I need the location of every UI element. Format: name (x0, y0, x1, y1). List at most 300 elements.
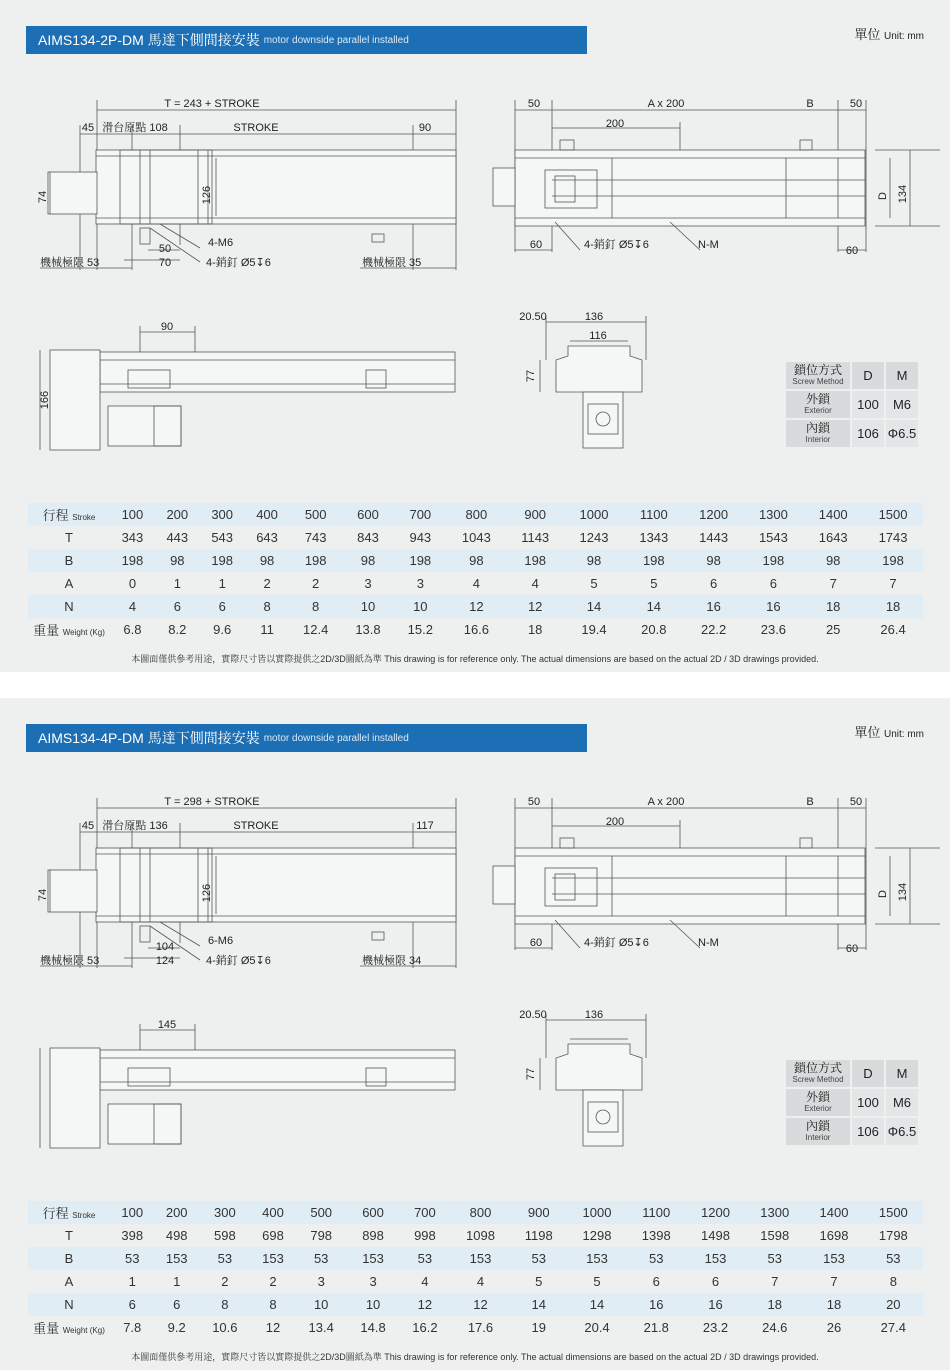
dim-side-50: 104 (155, 941, 175, 953)
limit-left: 機械極限 53 (40, 955, 100, 967)
sheet-divider (0, 672, 950, 698)
lock-exterior-en: Exterior (804, 405, 832, 415)
spec-cell: 400 (245, 503, 290, 526)
spec-cell: 700 (399, 1201, 451, 1224)
spec-cell: 14 (624, 595, 684, 618)
spec-cell: 198 (200, 549, 245, 572)
spec-cell: 3 (394, 572, 446, 595)
spec-row-header (28, 1224, 110, 1247)
spec-cell: 1 (155, 572, 200, 595)
spec-row-label: B (64, 1251, 74, 1266)
dim-end-116: 116 (589, 330, 607, 342)
spec-cell: 2 (199, 1270, 251, 1293)
spec-cell: 500 (295, 1201, 347, 1224)
spec-cell: 5 (624, 572, 684, 595)
spec-row (28, 1201, 923, 1224)
spec-cell: 743 (290, 526, 342, 549)
spec-cell: 1243 (564, 526, 624, 549)
spec-cell: 23.2 (686, 1316, 745, 1339)
spec-cell: 17.6 (451, 1316, 510, 1339)
spec-row-header (28, 1247, 110, 1270)
spec-cell: 21.8 (627, 1316, 686, 1339)
spec-cell: 1098 (451, 1224, 510, 1247)
dim-side-126: 126 (201, 185, 213, 205)
spec-cell: 10 (342, 595, 394, 618)
spec-row-label: 重量 (33, 1321, 60, 1336)
dim-end-136: 136 (584, 1009, 604, 1021)
spec-row (28, 1316, 923, 1339)
dim-top-134: 134 (897, 184, 909, 204)
spec-cell: 7 (804, 1270, 863, 1293)
spec-cell: 8.2 (155, 618, 200, 641)
lock-header-m: M (885, 361, 919, 390)
dim-side-70: 124 (155, 955, 175, 967)
spec-cell: 153 (567, 1247, 626, 1270)
spec-cell: 1100 (624, 503, 684, 526)
unit-en: Unit: mm (884, 729, 924, 740)
spec-cell: 11 (245, 618, 290, 641)
spec-cell: 19.4 (564, 618, 624, 641)
spec-cell: 7 (745, 1270, 804, 1293)
spec-cell: 1 (200, 572, 245, 595)
lower-side-view (40, 1024, 455, 1148)
spec-cell: 12 (399, 1293, 451, 1316)
spec-cell: 500 (290, 503, 342, 526)
spec-cell: 8 (864, 1270, 923, 1293)
spec-cell: 53 (295, 1247, 347, 1270)
spec-cell: 6 (200, 595, 245, 618)
spec-row-label: A (64, 576, 74, 591)
disclaimer-note: 本圖面僅供參考用途，實際尺寸皆以實際提供之2D/3D圖紙為準 This drawing is for reference only. The actual dimensions are based on the actual 2D / 3D drawings provided. (131, 1352, 819, 1362)
lock-row-interior (785, 1117, 851, 1146)
spec-cell: 19 (510, 1316, 567, 1339)
unit-cn: 單位 (854, 725, 881, 740)
spec-row-header (28, 1201, 110, 1224)
spec-cell: 153 (804, 1247, 863, 1270)
spec-cell: 1543 (744, 526, 804, 549)
spec-cell: 6 (155, 595, 200, 618)
spec-cell: 98 (245, 549, 290, 572)
spec-cell: 98 (684, 549, 744, 572)
spec-cell: 26 (804, 1316, 863, 1339)
spec-cell: 1100 (627, 1201, 686, 1224)
lock-exterior-cn: 外鎖 (805, 1089, 830, 1104)
spec-cell: 0 (110, 572, 155, 595)
spec-cell: 1 (154, 1270, 198, 1293)
spec-cell: 14.8 (347, 1316, 399, 1339)
spec-row-header (28, 1293, 110, 1316)
spec-cell: 498 (154, 1224, 198, 1247)
spec-cell: 10 (347, 1293, 399, 1316)
lock-header (785, 361, 851, 390)
spec-cell: 9.2 (154, 1316, 198, 1339)
lower-side-view (40, 326, 455, 450)
spec-cell: 98 (446, 549, 506, 572)
spec-cell: 3 (347, 1270, 399, 1293)
spec-cell: 998 (399, 1224, 451, 1247)
spec-row-label-en: Weight (Kg) (62, 628, 105, 637)
spec-cell: 643 (245, 526, 290, 549)
dim-top-60b: 60 (845, 245, 859, 257)
spec-cell: 8 (199, 1293, 251, 1316)
spec-cell: 16 (684, 595, 744, 618)
spec-cell: 1498 (686, 1224, 745, 1247)
spec-cell: 1400 (803, 503, 863, 526)
dim-side-50: 50 (158, 243, 172, 255)
lock-header (785, 1059, 851, 1088)
spec-row-label: N (64, 1297, 74, 1312)
spec-cell: 2 (245, 572, 290, 595)
spec-row-label: 重量 (33, 623, 60, 638)
spec-cell: 22.2 (684, 618, 744, 641)
spec-cell: 1143 (506, 526, 564, 549)
dim-side-45: 45 (81, 820, 95, 832)
spec-cell: 1000 (567, 1201, 626, 1224)
spec-row-label: 行程 (42, 1206, 69, 1221)
spec-cell: 4 (451, 1270, 510, 1293)
spec-row (28, 618, 923, 641)
spec-cell: 98 (155, 549, 200, 572)
spec-row-header (28, 618, 110, 641)
top-view (493, 100, 940, 252)
spec-cell: 543 (200, 526, 245, 549)
callout-m6: 4-M6 (208, 237, 234, 249)
spec-cell: 398 (110, 1224, 154, 1247)
dim-top-b: B (806, 796, 814, 808)
lock-header-en: Screw Method (792, 376, 844, 386)
lock-header-en: Screw Method (792, 1074, 844, 1084)
lock-row-exterior (785, 1088, 851, 1117)
spec-cell: 8 (251, 1293, 295, 1316)
spec-row-header (28, 572, 110, 595)
spec-row-label: T (65, 530, 73, 545)
lock-interior-cn: 內鎖 (805, 1118, 830, 1133)
spec-cell: 200 (155, 503, 200, 526)
spec-cell: 4 (446, 572, 506, 595)
spec-cell: 53 (199, 1247, 251, 1270)
lock-interior-d: 106 (851, 1117, 885, 1146)
spec-cell: 598 (199, 1224, 251, 1247)
spec-cell: 53 (864, 1247, 923, 1270)
dim-total-length: T = 298 + STROKE (164, 796, 260, 808)
dim-stroke: STROKE (233, 820, 279, 832)
lock-method-table (784, 1058, 920, 1147)
dim-low-offset: 90 (160, 321, 174, 333)
spec-cell: 12.4 (290, 618, 342, 641)
spec-cell: 5 (510, 1270, 567, 1293)
spec-cell: 6 (627, 1270, 686, 1293)
lock-exterior-d: 100 (851, 1088, 885, 1117)
spec-cell: 53 (399, 1247, 451, 1270)
spec-cell: 20.4 (567, 1316, 626, 1339)
spec-row-label: A (64, 1274, 74, 1289)
dim-side-end: 90 (418, 122, 432, 134)
spec-cell: 18 (804, 1293, 863, 1316)
lock-interior-en: Interior (805, 1132, 831, 1142)
lock-exterior-m: M6 (885, 1088, 919, 1117)
spec-cell: 900 (506, 503, 564, 526)
spec-cell: 600 (347, 1201, 399, 1224)
spec-row (28, 503, 923, 526)
spec-cell: 1198 (510, 1224, 567, 1247)
spec-cell: 198 (290, 549, 342, 572)
spec-cell: 18 (863, 595, 923, 618)
spec-cell: 13.4 (295, 1316, 347, 1339)
spec-cell: 898 (347, 1224, 399, 1247)
spec-row-label: T (65, 1228, 73, 1243)
spec-cell: 153 (686, 1247, 745, 1270)
lock-interior-m: Φ6.5 (885, 419, 919, 448)
spec-row-header (28, 503, 110, 526)
spec-cell: 14 (510, 1293, 567, 1316)
spec-cell: 800 (451, 1201, 510, 1224)
spec-cell: 26.4 (863, 618, 923, 641)
spec-cell: 6 (686, 1270, 745, 1293)
spec-cell: 14 (567, 1293, 626, 1316)
spec-row (28, 549, 923, 572)
section-subtitle: motor downside parallel installed (263, 732, 409, 744)
spec-row (28, 526, 923, 549)
spec-row (28, 1270, 923, 1293)
spec-cell: 15.2 (394, 618, 446, 641)
dim-top-50a: 50 (527, 796, 541, 808)
top-view (493, 798, 940, 950)
spec-cell: 16.2 (399, 1316, 451, 1339)
callout-pin-top: 4-銷釘 Ø5↧6 (584, 239, 649, 251)
spec-row-header (28, 595, 110, 618)
spec-cell: 1000 (564, 503, 624, 526)
spec-cell: 1400 (804, 1201, 863, 1224)
spec-cell: 943 (394, 526, 446, 549)
limit-right: 機械極限 34 (362, 955, 422, 967)
spec-cell: 1443 (684, 526, 744, 549)
spec-cell: 20 (864, 1293, 923, 1316)
spec-cell: 1298 (567, 1224, 626, 1247)
lock-row-interior (785, 419, 851, 448)
spec-cell: 198 (394, 549, 446, 572)
spec-cell: 10 (295, 1293, 347, 1316)
spec-cell: 1 (110, 1270, 154, 1293)
spec-cell: 6 (684, 572, 744, 595)
spec-cell: 1200 (686, 1201, 745, 1224)
dim-top-50a: 50 (527, 98, 541, 110)
spec-cell: 343 (110, 526, 155, 549)
spec-row-label-en: Stroke (72, 1211, 96, 1220)
dim-top-ax200: A x 200 (647, 796, 685, 808)
dim-end-2050: 20.50 (519, 1009, 547, 1021)
unit-en: Unit: mm (884, 31, 924, 42)
spec-cell: 12 (446, 595, 506, 618)
end-view (540, 1014, 646, 1146)
sheet-2p (0, 0, 950, 672)
spec-cell: 200 (154, 1201, 198, 1224)
spec-cell: 6 (110, 1293, 154, 1316)
spec-cell: 13.8 (342, 618, 394, 641)
spec-table (28, 503, 923, 641)
dim-side-74: 74 (37, 190, 49, 204)
spec-cell: 198 (863, 549, 923, 572)
spec-row-header (28, 1270, 110, 1293)
dim-origin: 滑台原點 136 (102, 820, 168, 832)
spec-cell: 8 (245, 595, 290, 618)
dim-side-126: 126 (201, 883, 213, 903)
spec-cell: 400 (251, 1201, 295, 1224)
spec-cell: 14 (564, 595, 624, 618)
spec-cell: 3 (342, 572, 394, 595)
limit-right: 機械極限 35 (362, 257, 422, 269)
dim-stroke: STROKE (233, 122, 279, 134)
spec-cell: 23.6 (744, 618, 804, 641)
spec-cell: 2 (251, 1270, 295, 1293)
spec-row-label: 行程 (42, 508, 69, 523)
callout-pin-side: 4-銷釘 Ø5↧6 (206, 955, 271, 967)
callout-pin-top: 4-銷釘 Ø5↧6 (584, 937, 649, 949)
spec-cell: 1698 (804, 1224, 863, 1247)
lock-header-cn: 鎖位方式 (793, 1060, 842, 1075)
spec-cell: 8 (290, 595, 342, 618)
spec-cell: 6 (154, 1293, 198, 1316)
spec-cell: 98 (564, 549, 624, 572)
lock-header-d: D (851, 361, 885, 390)
spec-cell: 1300 (744, 503, 804, 526)
callout-nm: N-M (698, 239, 719, 251)
dim-end-77: 77 (525, 369, 537, 383)
spec-cell: 1598 (745, 1224, 804, 1247)
spec-cell: 16 (744, 595, 804, 618)
unit-cn: 單位 (854, 27, 881, 42)
spec-cell: 100 (110, 503, 155, 526)
callout-nm: N-M (698, 937, 719, 949)
spec-cell: 7.8 (110, 1316, 154, 1339)
spec-cell: 300 (200, 503, 245, 526)
spec-cell: 6 (744, 572, 804, 595)
lock-exterior-cn: 外鎖 (805, 391, 830, 406)
lock-interior-en: Interior (805, 434, 831, 444)
spec-cell: 18 (745, 1293, 804, 1316)
spec-cell: 18 (506, 618, 564, 641)
dim-top-134: 134 (897, 882, 909, 902)
spec-cell: 1200 (684, 503, 744, 526)
spec-cell: 20.8 (624, 618, 684, 641)
spec-cell: 100 (110, 1201, 154, 1224)
spec-row-label: B (64, 553, 74, 568)
callout-pin-side: 4-銷釘 Ø5↧6 (206, 257, 271, 269)
spec-cell: 198 (744, 549, 804, 572)
disclaimer-note: 本圖面僅供參考用途，實際尺寸皆以實際提供之2D/3D圖紙為準 This drawing is for reference only. The actual dimensions are based on the actual 2D / 3D drawings provided. (131, 654, 819, 664)
spec-cell: 98 (803, 549, 863, 572)
dim-top-50b: 50 (849, 98, 863, 110)
spec-cell: 900 (510, 1201, 567, 1224)
dim-side-74: 74 (37, 888, 49, 902)
dim-low-166: 166 (39, 390, 51, 410)
dim-end-136: 136 (584, 311, 604, 323)
spec-cell: 3 (295, 1270, 347, 1293)
spec-cell: 198 (110, 549, 155, 572)
dim-end-2050: 20.50 (519, 311, 547, 323)
spec-cell: 53 (510, 1247, 567, 1270)
dim-top-200: 200 (605, 816, 625, 828)
spec-cell: 153 (154, 1247, 198, 1270)
lock-exterior-m: M6 (885, 390, 919, 419)
spec-cell: 2 (290, 572, 342, 595)
lock-header-m: M (885, 1059, 919, 1088)
dim-top-200: 200 (605, 118, 625, 130)
lock-header-cn: 鎖位方式 (793, 362, 842, 377)
spec-cell: 198 (506, 549, 564, 572)
spec-cell: 1343 (624, 526, 684, 549)
callout-m6: 6-M6 (208, 935, 234, 947)
spec-cell: 6.8 (110, 618, 155, 641)
spec-cell: 1798 (864, 1224, 923, 1247)
spec-cell: 4 (110, 595, 155, 618)
lock-interior-d: 106 (851, 419, 885, 448)
limit-left: 機械極限 53 (40, 257, 100, 269)
dim-top-d: D (877, 192, 889, 200)
spec-cell: 1398 (627, 1224, 686, 1247)
spec-row-label-en: Stroke (72, 513, 96, 522)
spec-cell: 198 (624, 549, 684, 572)
spec-cell: 1300 (745, 1201, 804, 1224)
spec-cell: 53 (110, 1247, 154, 1270)
spec-cell: 4 (399, 1270, 451, 1293)
section-title: AIMS134-4P-DM 馬達下側間接安裝 (38, 730, 260, 746)
spec-cell: 10.6 (199, 1316, 251, 1339)
section-title: AIMS134-2P-DM 馬達下側間接安裝 (38, 32, 260, 48)
dim-top-b: B (806, 98, 814, 110)
lock-row-exterior (785, 390, 851, 419)
spec-cell: 9.6 (200, 618, 245, 641)
spec-cell: 4 (506, 572, 564, 595)
lock-interior-cn: 內鎖 (805, 420, 830, 435)
spec-cell: 25 (803, 618, 863, 641)
spec-cell: 12 (451, 1293, 510, 1316)
spec-row-header (28, 549, 110, 572)
spec-cell: 700 (394, 503, 446, 526)
spec-cell: 16.6 (446, 618, 506, 641)
spec-cell: 800 (446, 503, 506, 526)
spec-row (28, 595, 923, 618)
dim-top-60a: 60 (529, 239, 543, 251)
spec-row (28, 1247, 923, 1270)
spec-row (28, 1293, 923, 1316)
spec-cell: 5 (564, 572, 624, 595)
spec-row (28, 1224, 923, 1247)
spec-cell: 27.4 (864, 1316, 923, 1339)
spec-cell: 1500 (863, 503, 923, 526)
spec-cell: 5 (567, 1270, 626, 1293)
dim-top-60a: 60 (529, 937, 543, 949)
dim-side-end: 117 (416, 820, 434, 832)
spec-cell: 12 (506, 595, 564, 618)
spec-cell: 153 (251, 1247, 295, 1270)
spec-cell: 1743 (863, 526, 923, 549)
lock-interior-m: Φ6.5 (885, 1117, 919, 1146)
dim-low-offset: 145 (157, 1019, 177, 1031)
spec-cell: 10 (394, 595, 446, 618)
spec-row-label: N (64, 599, 74, 614)
spec-cell: 16 (686, 1293, 745, 1316)
dim-origin: 滑台原點 108 (102, 122, 168, 134)
spec-cell: 12 (251, 1316, 295, 1339)
spec-cell: 443 (155, 526, 200, 549)
dim-side-70: 70 (158, 257, 172, 269)
spec-cell: 300 (199, 1201, 251, 1224)
lock-exterior-en: Exterior (804, 1103, 832, 1113)
dim-top-d: D (877, 890, 889, 898)
dim-top-ax200: A x 200 (647, 98, 685, 110)
spec-table (28, 1201, 923, 1339)
spec-cell: 24.6 (745, 1316, 804, 1339)
